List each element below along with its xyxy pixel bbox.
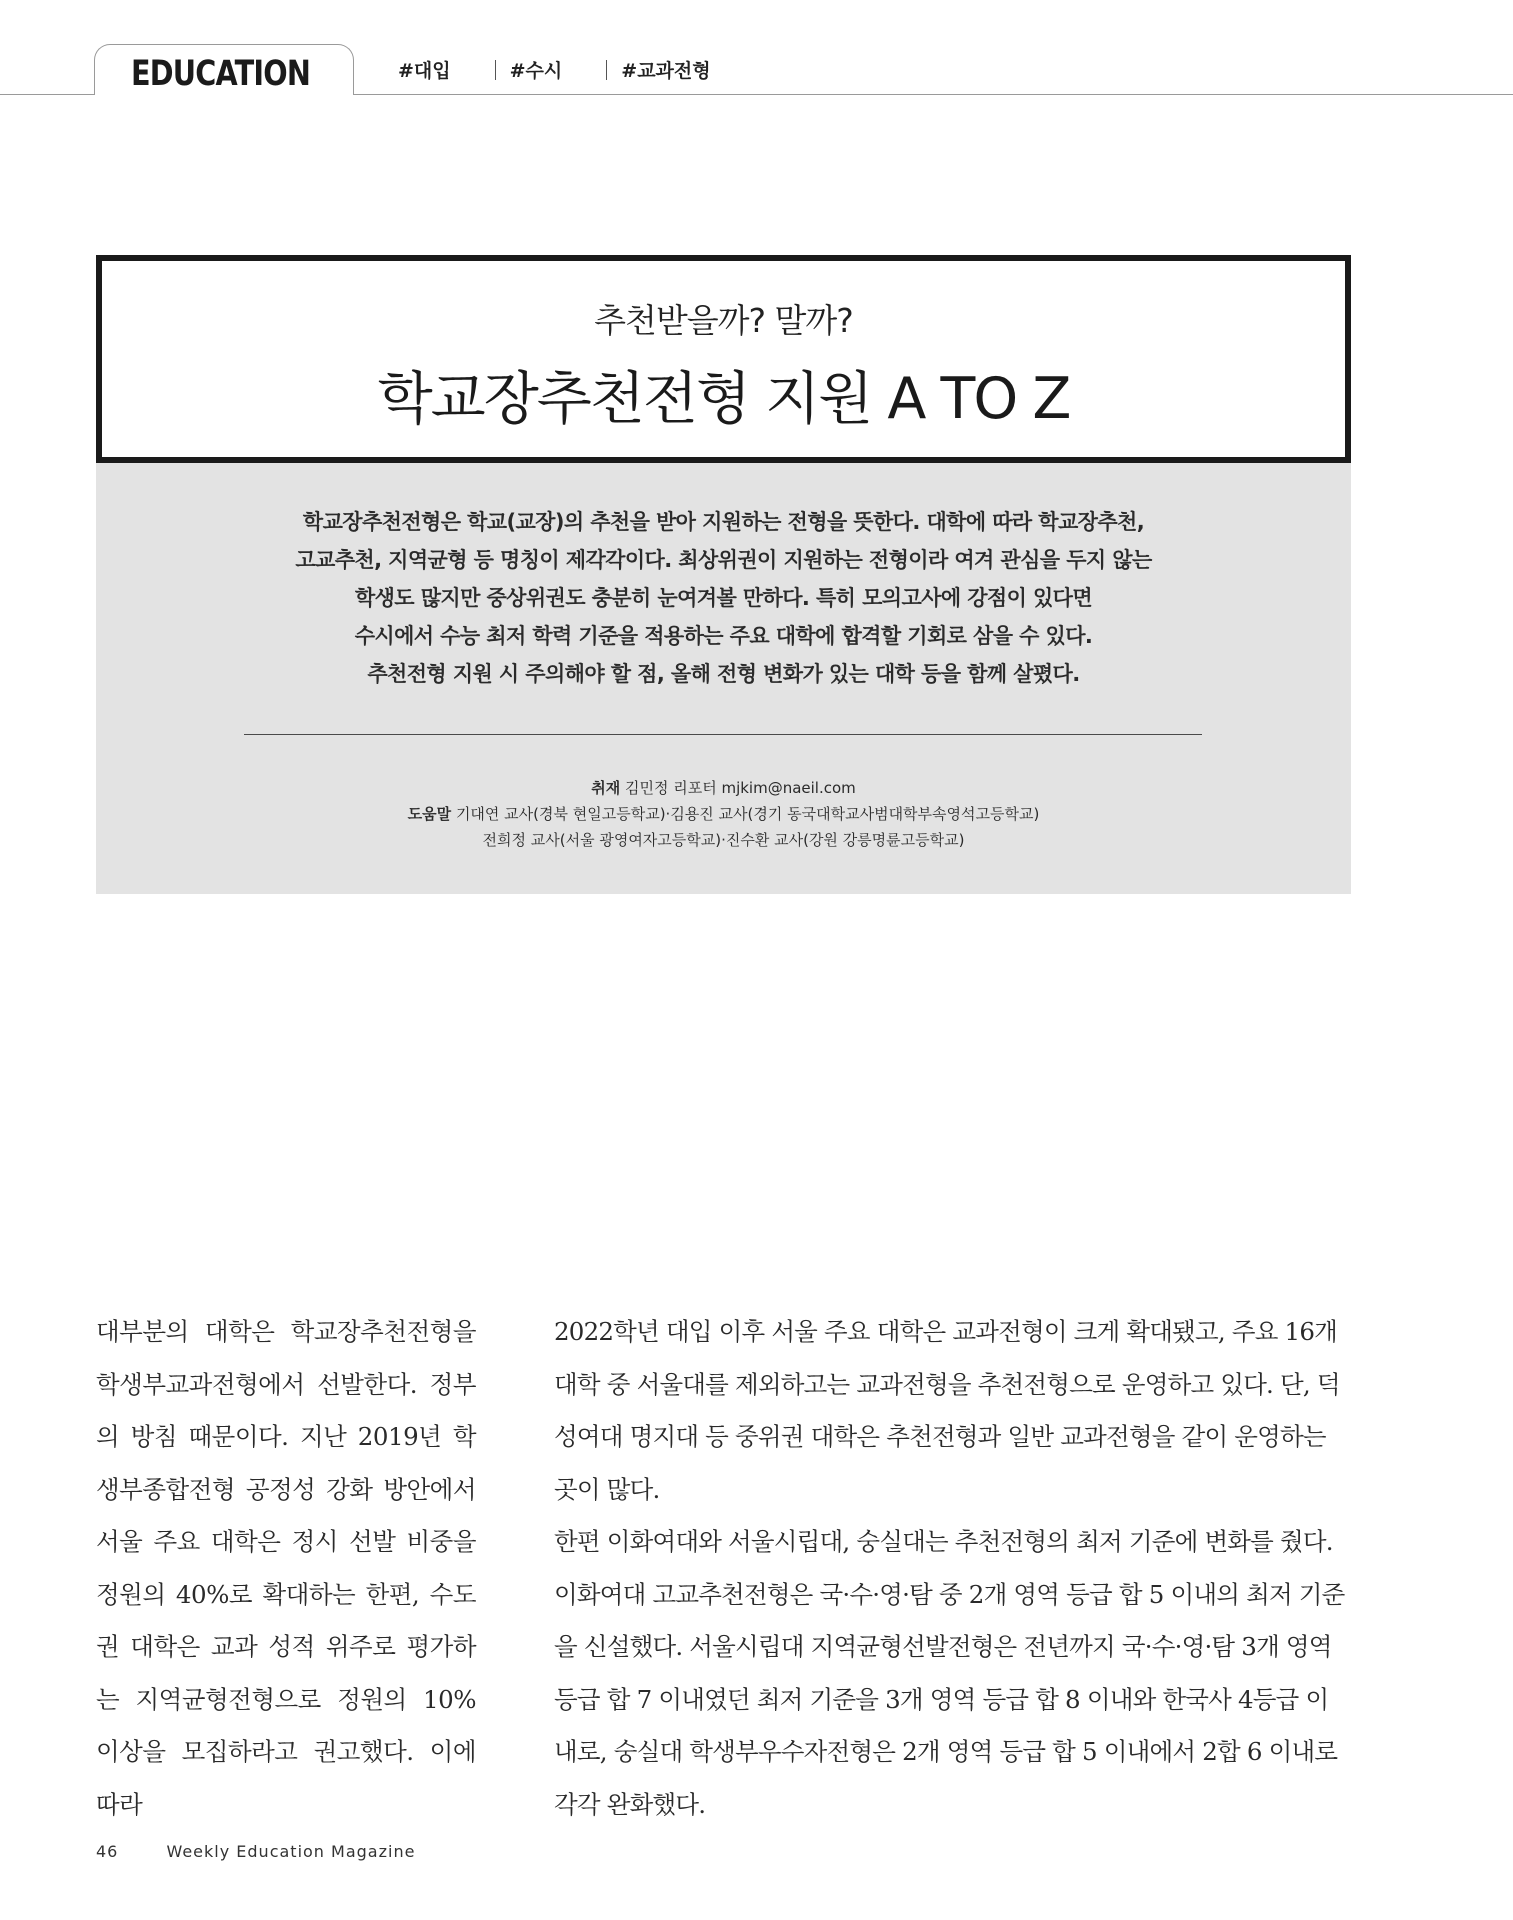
tag-early-admission[interactable]: #수시 — [509, 60, 563, 82]
tag-college-admission[interactable]: #대입 — [398, 60, 451, 82]
lead-line: 고교추천, 지역균형 등 명칭이 제각각이다. 최상위권이 지원하는 전형이라 여겨 관심을 두지 않는 — [295, 548, 1152, 572]
page-footer — [96, 1842, 415, 1861]
credits — [96, 775, 1351, 853]
lead-line: 학생도 많지만 중상위권도 충분히 눈여겨볼 만하다. 특히 모의고사에 강점이 있다면 — [354, 586, 1093, 610]
body-paragraph: 2022학년 대입 이후 서울 주요 대학은 교과전형이 크게 확대됐고, 주요 16개 대학 중 서울대를 제외하고는 교과전형을 추천전형으로 운영하고 있다. 단, 덕성여대 명지대 등 중위권 대학은 추천전형과 일반 교과전형을 같이 운영하는 곳이 많다. — [554, 1317, 1340, 1504]
advisors-credit — [96, 801, 1351, 827]
section-tab — [94, 44, 354, 95]
body-column-right — [554, 1306, 1351, 1831]
lead-box — [96, 463, 1351, 894]
body-paragraph: 한편 이화여대와 서울시립대, 숭실대는 추천전형의 최저 기준에 변화를 줬다. 이화여대 고교추천전형은 국·수·영·탐 중 2개 영역 등급 합 5 이내의 최저 기준을 신설했다. 서울시립대 지역균형선발전형은 전년까지 국·수·영·탐 3개 영역 등급 합 7 이내였던 최저 기준을 3개 영역 등급 합 8 이내와 한국사 4등급 이내로, 숭실대 학생부우수자전형은 2개 영역 등급 합 5 이내에서 2합 6 이내로 각각 완화했다. — [554, 1527, 1345, 1819]
lead-paragraph — [96, 503, 1351, 693]
lead-line: 추천전형 지원 시 주의해야 할 점, 올해 전형 변화가 있는 대학 등을 함께 살폈다. — [367, 662, 1080, 686]
lead-line: 학교장추천전형은 학교(교장)의 추천을 받아 지원하는 전형을 뜻한다. 대학에 따라 학교장추천, — [302, 510, 1145, 534]
reporter-credit — [96, 775, 1351, 801]
article-title: 학교장추천전형 지원 A TO Z — [377, 366, 1070, 432]
page-number: 46 — [96, 1842, 119, 1861]
advisors-line-1: 기대연 교사(경북 현일고등학교)·김용진 교사(경기 동국대학교사범대학부속영석고등학교) — [455, 805, 1040, 823]
title-box — [96, 255, 1351, 463]
reporter-label: 취재 — [591, 779, 621, 797]
lead-divider — [244, 734, 1202, 735]
magazine-name: Weekly Education Magazine — [166, 1842, 416, 1861]
advisors-line-2: 전희정 교사(서울 광영여자고등학교)·진수환 교사(강원 강릉명륜고등학교) — [482, 831, 965, 849]
reporter-name: 김민정 리포터 mjkim@naeil.com — [624, 779, 856, 797]
section-label: EDUCATION — [131, 54, 311, 94]
tag-divider — [495, 60, 496, 80]
tag-curriculum-track[interactable]: #교과전형 — [621, 60, 711, 82]
body-column-left: 대부분의 대학은 학교장추천전형을 학생부교과전형에서 선발한다. 정부의 방침 때문이다. 지난 2019년 학생부종합전형 공정성 강화 방안에서 서울 주요 대학은 정시 선발 비중을 정원의 40%로 확대하는 한편, 수도권 대학은 교과 성적 위주로 평가하는 지역균형전형으로 정원의 10% 이상을 모집하라고 권고했다. 이에 따라 — [96, 1317, 476, 1819]
advisors-label: 도움말 — [407, 805, 452, 823]
lead-line: 수시에서 수능 최저 학력 기준을 적용하는 주요 대학에 합격할 기회로 삼을 수 있다. — [354, 624, 1093, 648]
tag-divider — [606, 60, 607, 80]
article-subtitle: 추천받을까? 말까? — [594, 301, 853, 340]
tag-list — [398, 56, 711, 83]
